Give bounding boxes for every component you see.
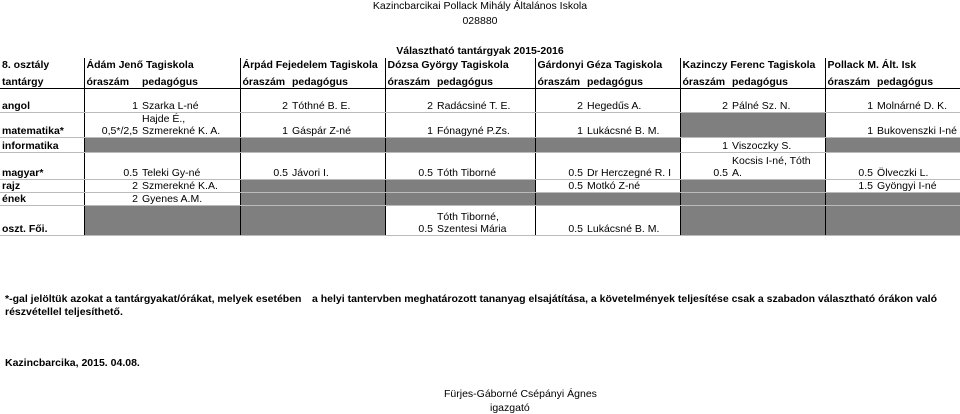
teacher-cell: Tóthné B. E. [290,88,385,112]
teacher-cell [875,205,960,235]
teacher-cell: Bukovenszki I-né [875,112,960,137]
subject-cell: matematika* [0,112,84,137]
teacher-cell: Hajde É., Szmerekné K. A. [140,112,240,137]
hours-header: óraszám [385,71,435,88]
hours-cell: 2 [84,192,140,205]
teacher-cell [730,192,825,205]
hours-cell: 2 [385,88,435,112]
hours-cell: 0.5 [84,152,140,179]
teacher-cell: Tóth Tiborné [435,152,535,179]
teacher-header: pedagógus [730,71,825,88]
hours-cell: 0.5 [535,179,585,192]
subject-header: tantárgy [0,71,84,88]
hours-cell [535,137,585,152]
teacher-cell: Molnárné D. K. [875,88,960,112]
teacher-cell: Jávori I. [290,152,385,179]
teacher-cell [585,137,680,152]
hours-cell: 1 [385,112,435,137]
subject-cell: rajz [0,179,84,192]
school-code: 028880 [462,15,498,27]
hours-cell [240,179,290,192]
table-row [0,137,960,152]
footnote-part3: részvétellel teljesíthető. [5,306,123,318]
column-header-row [0,71,960,88]
teacher-cell [140,205,240,235]
table-row [0,152,960,179]
hours-cell [680,205,730,235]
teacher-cell: Lukácsné B. M. [585,112,680,137]
hours-cell: 1 [240,112,290,137]
hours-cell: 0.5 [240,152,290,179]
subject-cell: ének [0,192,84,205]
school-header: Kazinczy Ferenc Tagiskola [680,58,825,71]
hours-cell: 0.5 [385,152,435,179]
hours-cell [240,137,290,152]
hours-cell: 2 [240,88,290,112]
signer-title: igazgató [490,402,530,414]
hours-cell: 0.5 [825,152,875,179]
footnote-part1: *-gal jelöltük azokat a tantárgyakat/órákat, melyek esetében [5,293,302,305]
teacher-cell: Ölveczki L. [875,152,960,179]
hours-cell: 0.5 [535,152,585,179]
school-header: Pollack M. Ált. Isk [825,58,960,71]
teacher-cell: Motkó Z-né [585,179,680,192]
hours-cell [385,137,435,152]
teacher-cell [290,137,385,152]
subject-cell: magyar* [0,152,84,179]
hours-cell: 0.5 [535,205,585,235]
school-header: Gárdonyi Géza Tagiskola [535,58,680,71]
hours-cell [825,205,875,235]
hours-cell: 1 [680,137,730,152]
teacher-cell: Lukácsné B. M. [585,205,680,235]
teacher-cell [435,179,535,192]
hours-cell: 1 [84,88,140,112]
subject-cell: oszt. Fői. [0,205,84,235]
place-date: Kazincbarcika, 2015. 04.08. [5,357,140,369]
teacher-cell: Radácsiné T. E. [435,88,535,112]
hours-cell [535,192,585,205]
teacher-cell: Gyenes A.M. [140,192,240,205]
teacher-cell: Pálné Sz. N. [730,88,825,112]
subjects-table [0,58,960,236]
hours-cell [680,179,730,192]
hours-cell: 1 [825,88,875,112]
table-row [0,179,960,192]
hours-cell [385,179,435,192]
hours-cell: 0.5 [680,152,730,179]
teacher-cell [730,112,825,137]
teacher-cell [875,137,960,152]
teacher-header: pedagógus [875,71,960,88]
teacher-cell: Gyöngyi I-né [875,179,960,192]
teacher-cell [730,179,825,192]
hours-cell: 1 [825,112,875,137]
teacher-cell: Dr Herczegné R. I [585,152,680,179]
hours-cell [680,192,730,205]
teacher-cell: Viszoczky S. [730,137,825,152]
school-header: Árpád Fejedelem Tagiskola [240,58,385,71]
teacher-cell: Fónagyné P.Zs. [435,112,535,137]
teacher-cell [140,137,240,152]
hours-header: óraszám [240,71,290,88]
school-name: Kazincbarcikai Pollack Mihály Általános Iskola [372,0,588,12]
teacher-cell: Teleki Gy-né [140,152,240,179]
teacher-cell [435,137,535,152]
teacher-cell: Tóth Tiborné, Szentesi Mária [435,205,535,235]
hours-header: óraszám [84,71,140,88]
hours-cell: 0,5*/2,5 [84,112,140,137]
teacher-header: pedagógus [585,71,680,88]
school-header-row [0,58,960,71]
table-row [0,112,960,137]
teacher-header: pedagógus [290,71,385,88]
footnote-part2: a helyi tantervben meghatározott tananyag elsajátítása, a követelmények teljesítése csak a szabadon választható órákon való [312,293,938,305]
hours-cell [825,137,875,152]
hours-cell: 1 [535,112,585,137]
hours-cell: 2 [84,179,140,192]
teacher-header: pedagógus [140,71,240,88]
hours-header: óraszám [680,71,730,88]
subject-cell: angol [0,88,84,112]
teacher-cell: Szarka L-né [140,88,240,112]
table-row [0,205,960,235]
teacher-cell [875,192,960,205]
hours-cell: 0.5 [385,205,435,235]
hours-cell: 2 [535,88,585,112]
teacher-cell [730,205,825,235]
signer-name: Fürjes-Gáborné Csépányi Ágnes [444,388,597,400]
hours-cell [240,192,290,205]
hours-cell [84,205,140,235]
teacher-cell [435,192,535,205]
class-label: 8. osztály [2,59,50,71]
subject-cell: informatika [0,137,84,152]
hours-header: óraszám [535,71,585,88]
teacher-header: pedagógus [435,71,535,88]
teacher-cell: Szmerekné K.A. [140,179,240,192]
hours-cell [240,205,290,235]
hours-cell [84,137,140,152]
page-title: Választható tantárgyak 2015-2016 [396,45,564,57]
teacher-cell [290,179,385,192]
school-header: Ádám Jenő Tagiskola [84,58,240,71]
table-row [0,88,960,112]
hours-header: óraszám [825,71,875,88]
table-row [0,192,960,205]
school-header: Dózsa György Tagiskola [385,58,535,71]
teacher-cell [290,205,385,235]
teacher-cell: Gáspár Z-né [290,112,385,137]
hours-cell [825,192,875,205]
teacher-cell: Kocsis I-né, Tóth A. [730,152,825,179]
teacher-cell: Hegedűs A. [585,88,680,112]
hours-cell: 1.5 [825,179,875,192]
teacher-cell [585,192,680,205]
hours-cell [385,192,435,205]
teacher-cell [290,192,385,205]
hours-cell [680,112,730,137]
hours-cell: 2 [680,88,730,112]
